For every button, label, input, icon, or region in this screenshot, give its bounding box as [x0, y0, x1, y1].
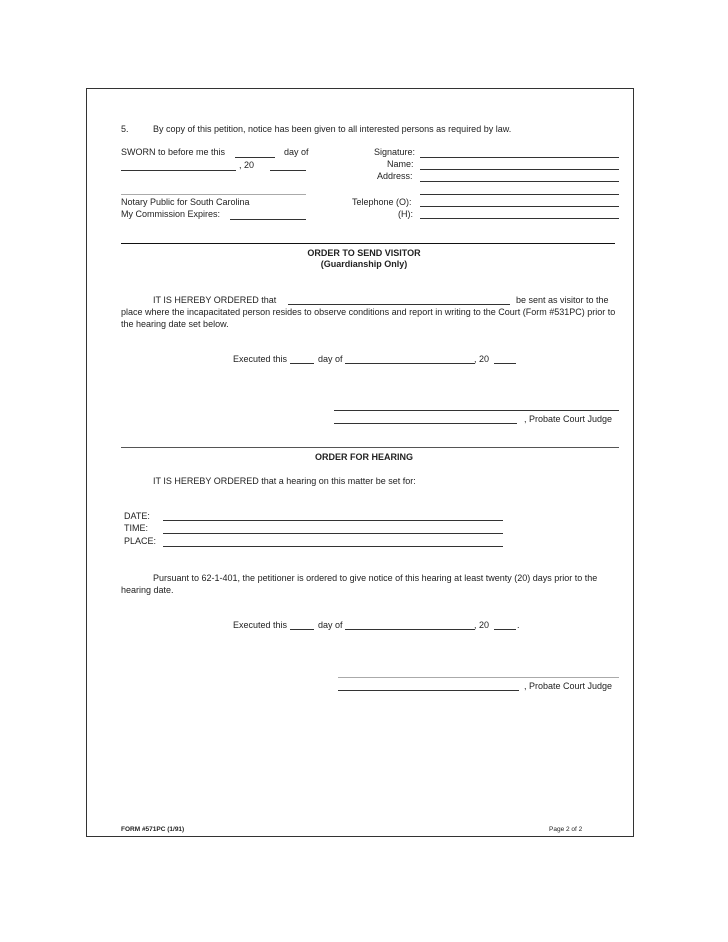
hearing-judge-name-line[interactable]: [338, 690, 519, 691]
hearing-period: .: [517, 620, 520, 630]
visitor-order-subtitle: (Guardianship Only): [320, 259, 408, 269]
hearing-judge-signature-line[interactable]: [338, 677, 619, 678]
signature-line[interactable]: [420, 157, 619, 158]
hearing-date-line[interactable]: [163, 520, 503, 521]
sworn-text: SWORN to before me this: [121, 147, 226, 157]
visitor-judge-label: , Probate Court Judge: [524, 414, 613, 424]
hearing-executed: Executed this: [233, 620, 288, 630]
visitor-name-line[interactable]: [288, 304, 510, 305]
visitor-order-title: ORDER TO SEND VISITOR: [307, 248, 421, 258]
sworn-day-line[interactable]: [235, 157, 275, 158]
hearing-twenty: , 20: [474, 620, 490, 630]
signature-label: Signature:: [374, 147, 416, 157]
hearing-day-of: day of: [318, 620, 343, 630]
item5-text: By copy of this petition, notice has been given to all interested persons as required by law.: [153, 124, 512, 134]
name-line[interactable]: [420, 169, 619, 170]
visitor-ordered-that: IT IS HEREBY ORDERED that: [153, 295, 277, 305]
telephone-office-line[interactable]: [420, 206, 619, 207]
hearing-place-line[interactable]: [163, 546, 503, 547]
commission-line[interactable]: [230, 219, 306, 220]
section-divider-2: [121, 447, 619, 448]
hearing-order-title: ORDER FOR HEARING: [314, 452, 413, 462]
hearing-place-label: PLACE:: [124, 536, 157, 546]
sworn-month-line[interactable]: [121, 170, 236, 171]
hearing-month-line[interactable]: [345, 629, 475, 630]
section-divider-1: [121, 243, 615, 244]
telephone-home-line[interactable]: [420, 218, 619, 219]
visitor-day-of: day of: [318, 354, 343, 364]
hearing-day-line[interactable]: [290, 629, 314, 630]
form-number: FORM #571PC (1/91): [121, 826, 185, 833]
hearing-ordered-text: IT IS HEREBY ORDERED that a hearing on this matter be set for:: [153, 476, 416, 486]
commission-label: My Commission Expires:: [121, 209, 221, 219]
visitor-year-line[interactable]: [494, 363, 516, 364]
sworn-day-of: day of: [284, 147, 309, 157]
hearing-time-label: TIME:: [124, 523, 148, 533]
visitor-day-line[interactable]: [290, 363, 314, 364]
sworn-twenty: , 20: [239, 160, 255, 170]
hearing-judge-label: , Probate Court Judge: [524, 681, 613, 691]
visitor-executed: Executed this: [233, 354, 288, 364]
notary-label: Notary Public for South Carolina: [121, 197, 250, 207]
page-number: Page 2 of 2: [549, 826, 583, 833]
visitor-continuation: place where the incapacitated person resides to observe conditions and report in writing to the Court (Form #531PC) prior to the hearing date set below.: [121, 307, 616, 329]
notary-signature-line[interactable]: [121, 194, 306, 195]
telephone-home-label: (H):: [398, 209, 413, 219]
hearing-year-line[interactable]: [494, 629, 516, 630]
visitor-month-line[interactable]: [345, 363, 475, 364]
hearing-time-line[interactable]: [163, 533, 503, 534]
address-line-1[interactable]: [420, 181, 619, 182]
address-line-2[interactable]: [420, 194, 619, 195]
visitor-twenty: , 20: [474, 354, 490, 364]
visitor-judge-signature-line[interactable]: [334, 410, 619, 411]
visitor-be-sent: be sent as visitor to the: [516, 295, 609, 305]
name-label: Name:: [387, 159, 414, 169]
item5-number: 5.: [121, 124, 129, 134]
sworn-year-line[interactable]: [270, 170, 306, 171]
telephone-office-label: Telephone (O):: [352, 197, 412, 207]
address-label: Address:: [377, 171, 413, 181]
visitor-judge-name-line[interactable]: [334, 423, 517, 424]
hearing-date-label: DATE:: [124, 511, 150, 521]
hearing-pursuant-text: Pursuant to 62-1-401, the petitioner is ordered to give notice of this hearing at least twenty (20) days prior to the hearing date.: [121, 573, 598, 595]
